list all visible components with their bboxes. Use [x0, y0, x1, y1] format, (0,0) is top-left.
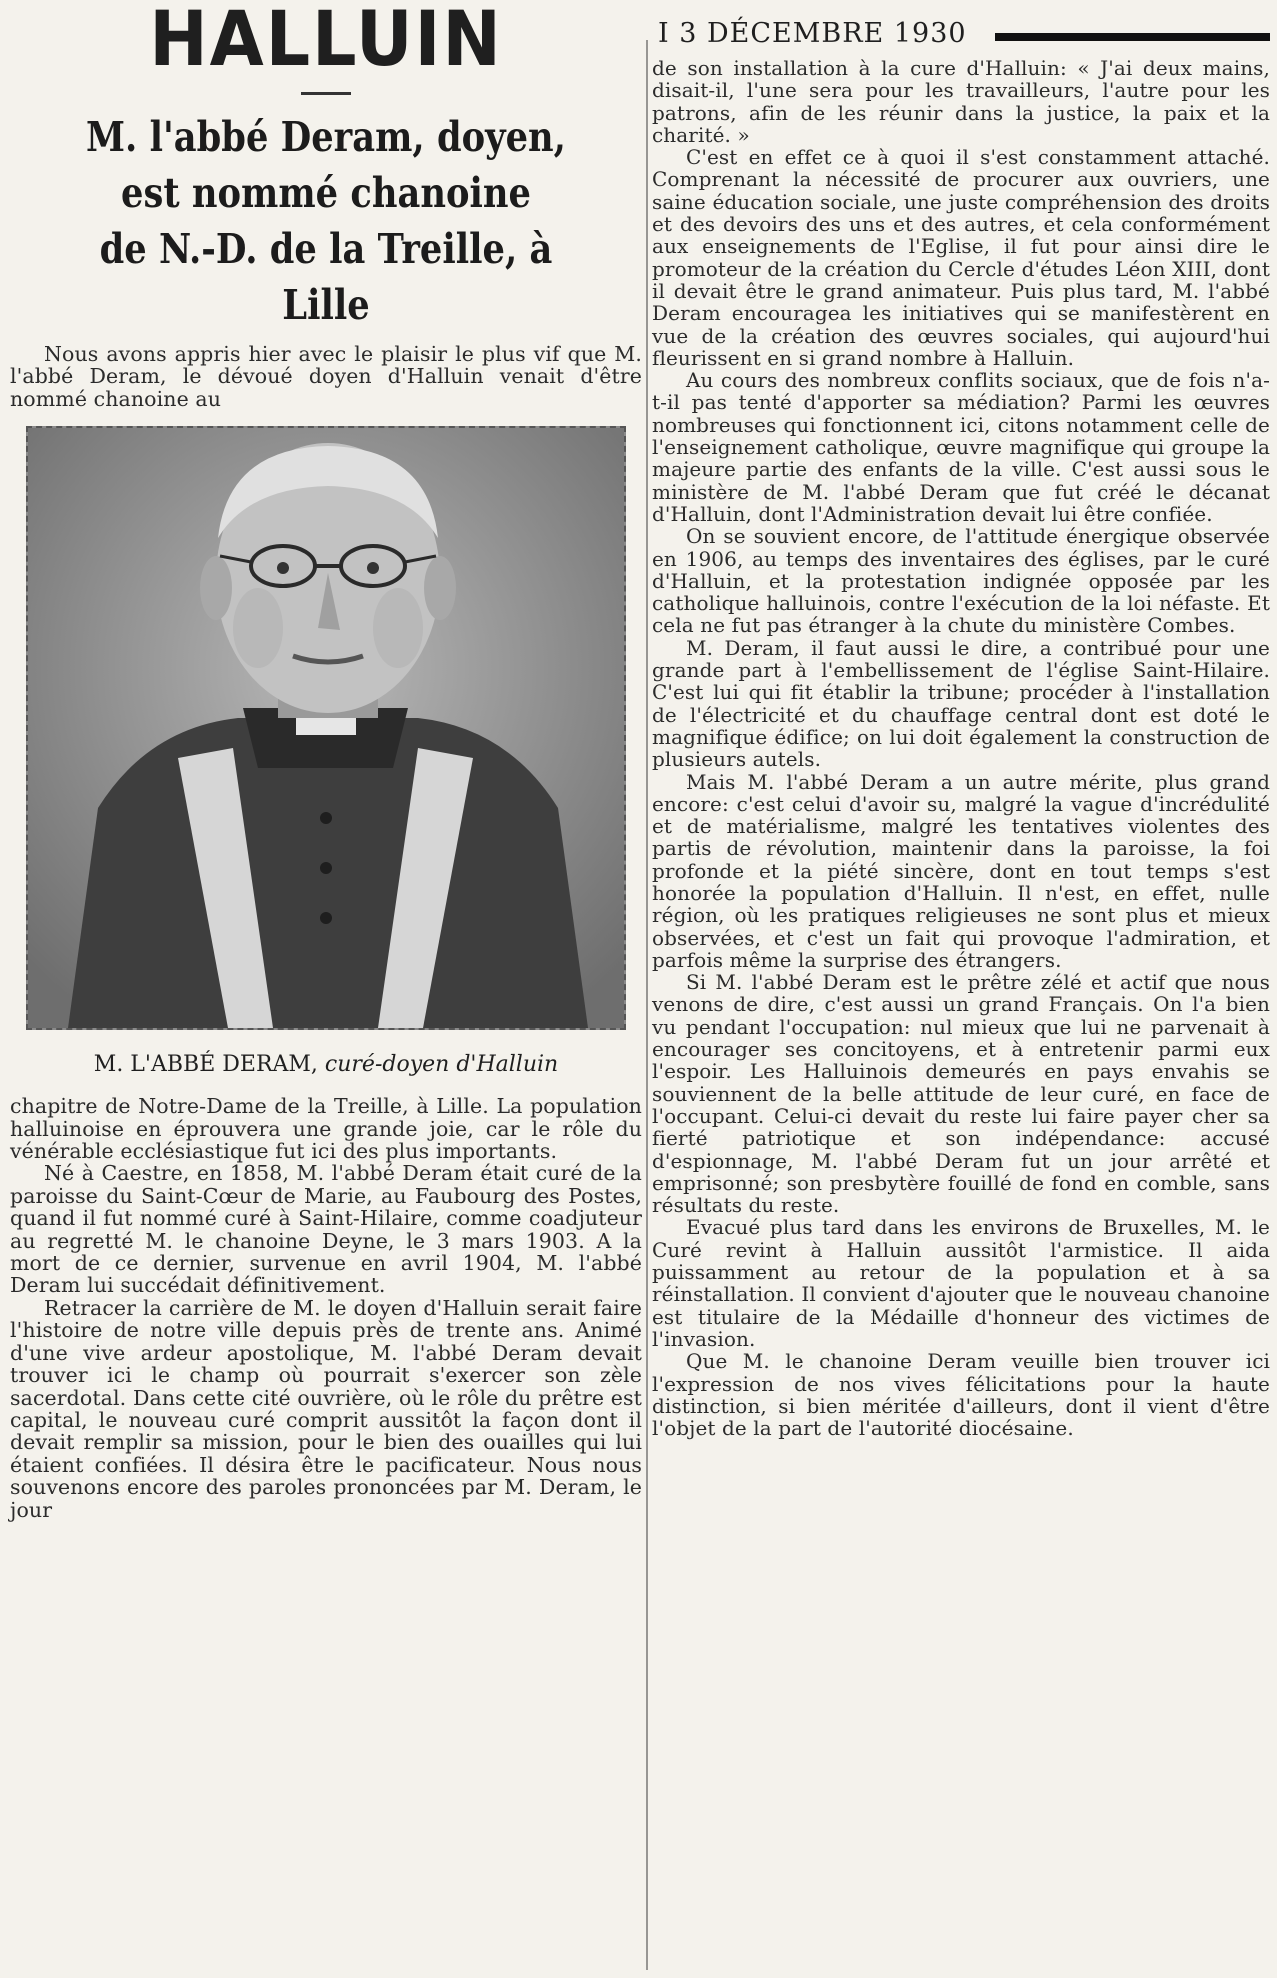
right-paragraph-1: de son installation à la cure d'Halluin: « J'ai deux mains, disait-il, l'une sera pour les travailleurs, l'autre pour les patrons, afin de les réunir dans la justice, la paix et la charité. » [652, 56, 1270, 147]
photo-caption [10, 1052, 642, 1077]
left-paragraph-1: Nous avons appris hier avec le plaisir le plus vif que M. l'abbé Deram, le dévoué doyen d'Halluin venait d'être nommé chanoine au [10, 342, 642, 411]
article-headline [54, 109, 598, 333]
left-column [10, 0, 642, 1978]
left-paragraph-4: Retracer la carrière de M. le doyen d'Halluin serait faire l'histoire de notre ville depuis près de trente ans. Animé d'une vive ardeur apostolique, M. l'abbé Deram devait trouver ici le champ où pourrait s'exercer son zèle sacerdotal. Dans cette cité ouvrière, où le rôle du prêtre est capital, le nouveau curé comprit aussitôt la façon dont il devait remplir sa mission, pour le bien des ouailles qui lui étaient confiées. Il désira être le pacificateur. Nous nous souvenons encore des paroles prononcées par M. Deram, le jour [10, 1295, 642, 1522]
right-paragraph-6: Mais M. l'abbé Deram a un autre mérite, plus grand encore: c'est celui d'avoir su, malgré la vague d'incrédulité et de matérialisme, malgré les tentatives violentes des partis de révolution, maintenir dans la paroisse, la foi profonde et la piété sincère, dont en tout temps s'est honorée la population d'Halluin. Il n'est, en effet, nulle région, où les pratiques religieuses ne sont plus et mieux observées, et c'est un fait qui provoque l'admiration, et parfois même la surprise des étrangers. [652, 769, 1270, 972]
dateline [658, 18, 1270, 49]
right-column [652, 0, 1270, 1978]
right-paragraph-5: M. Deram, il faut aussi le dire, a contribué pour une grande part à l'embellissement de l'église Saint-Hilaire. C'est lui qui fit établir la tribune; procéder à l'installation de l'électricité et du chauffage central dont est doté le magnifique édifice; on lui doit également la construction de plusieurs autels. [652, 635, 1270, 772]
right-paragraph-8: Evacué plus tard dans les environs de Bruxelles, M. le Curé revint à Halluin aussitôt l'armistice. Il aida puissamment au retour de la population et à sa réinstallation. Il convient d'ajouter que le nouveau chanoine est titulaire de la Médaille d'honneur des victimes de l'invasion. [652, 1215, 1270, 1351]
headline-line-3: de N.-D. de la Treille, à Lille [99, 225, 553, 329]
right-paragraph-3: Au cours des nombreux conflits sociaux, que de fois n'a-t-il pas tenté d'apporter sa médiation? Parmi les œuvres nombreuses qui fonctionnent ici, citons notamment celle de l'enseignement catholique, œuvre magnifique qui groupe la majeure partie des enfants de la ville. C'est aussi sous le ministère de M. l'abbé Deram que fut créé le décanat d'Halluin, dont l'Administration devait lui être confiée. [652, 368, 1270, 526]
dateline-text: I 3 DÉCEMBRE 1930 [658, 18, 967, 49]
right-paragraph-2: C'est en effet ce à quoi il s'est constamment attaché. Comprenant la nécessité de procurer aux ouvriers, une saine éducation sociale, une juste compréhension des droits et des devoirs des uns et des autres, et cela conformément aux enseignements de l'Eglise, il fut pour ainsi dire le promoteur de la création du Cercle d'études Léon XIII, dont il devait être le grand animateur. Puis plus tard, M. l'abbé Deram encouragea les initiatives qui se manifestèrent en vue de la création des œuvres sociales, qui aujourd'hui fleurissent en si grand nombre à Halluin. [652, 145, 1270, 370]
dateline-rule [995, 33, 1270, 41]
portrait-drawing [28, 428, 624, 1028]
caption-name: M. L'ABBÉ DERAM, [93, 1052, 318, 1078]
right-paragraph-4: On se souvient encore, de l'attitude énergique observée en 1906, au temps des inventaires des églises, par le curé d'Halluin, et la protestation indignée opposée par les catholique halluinois, contre l'exécution de la loi néfaste. Et cela ne fut pas étranger à la chute du ministère Combes. [652, 524, 1270, 638]
title-divider [301, 92, 351, 95]
caption-role: curé-doyen d'Halluin [324, 1052, 559, 1078]
right-paragraph-7: Si M. l'abbé Deram est le prêtre zélé et actif que nous venons de dire, c'est aussi un grand Français. On l'a bien vu pendant l'occupation: nul mieux que lui ne parvenait à encourager ses concitoyens, et à entretenir parmi eux l'espoir. Les Halluinois demeurés en pays envahis se souviennent de la belle attitude de leur curé, en face de l'occupant. Celui-ci devait du reste lui faire payer cher sa fierté patriotique et son indépendance: accusé d'espionnage, M. l'abbé Deram fut un jour arrêté et emprisonné; son presbytère fouillé de fond en comble, sans résultats du reste. [652, 970, 1270, 1218]
column-divider [646, 40, 648, 1970]
headline-line-1: M. l'abbé Deram, doyen, [86, 113, 566, 161]
portrait-photo-icon [26, 426, 626, 1030]
left-paragraph-2: chapitre de Notre-Dame de la Treille, à Lille. La population halluinoise en éprouvera une grande joie, car le rôle du vénérable ecclésiastique fut ici des plus importants. [10, 1094, 642, 1164]
town-masthead: HALLUIN [149, 0, 503, 83]
right-paragraph-9: Que M. le chanoine Deram veuille bien trouver ici l'expression de nos vives félicitations pour la haute distinction, si bien méritée d'ailleurs, dont il vient d'être l'objet de la part de l'autorité diocésaine. [652, 1349, 1270, 1441]
headline-line-2: est nommé chanoine [121, 169, 531, 217]
left-paragraph-3: Né à Caestre, en 1858, M. l'abbé Deram était curé de la paroisse du Saint-Cœur de Marie, au Faubourg des Postes, quand il fut nommé curé à Saint-Hilaire, comme coadjuteur au regretté M. le chanoine Deyne, le 3 mars 1903. A la mort de ce dernier, survenue en avril 1904, M. l'abbé Deram lui succédait définitivement. [10, 1161, 642, 1298]
